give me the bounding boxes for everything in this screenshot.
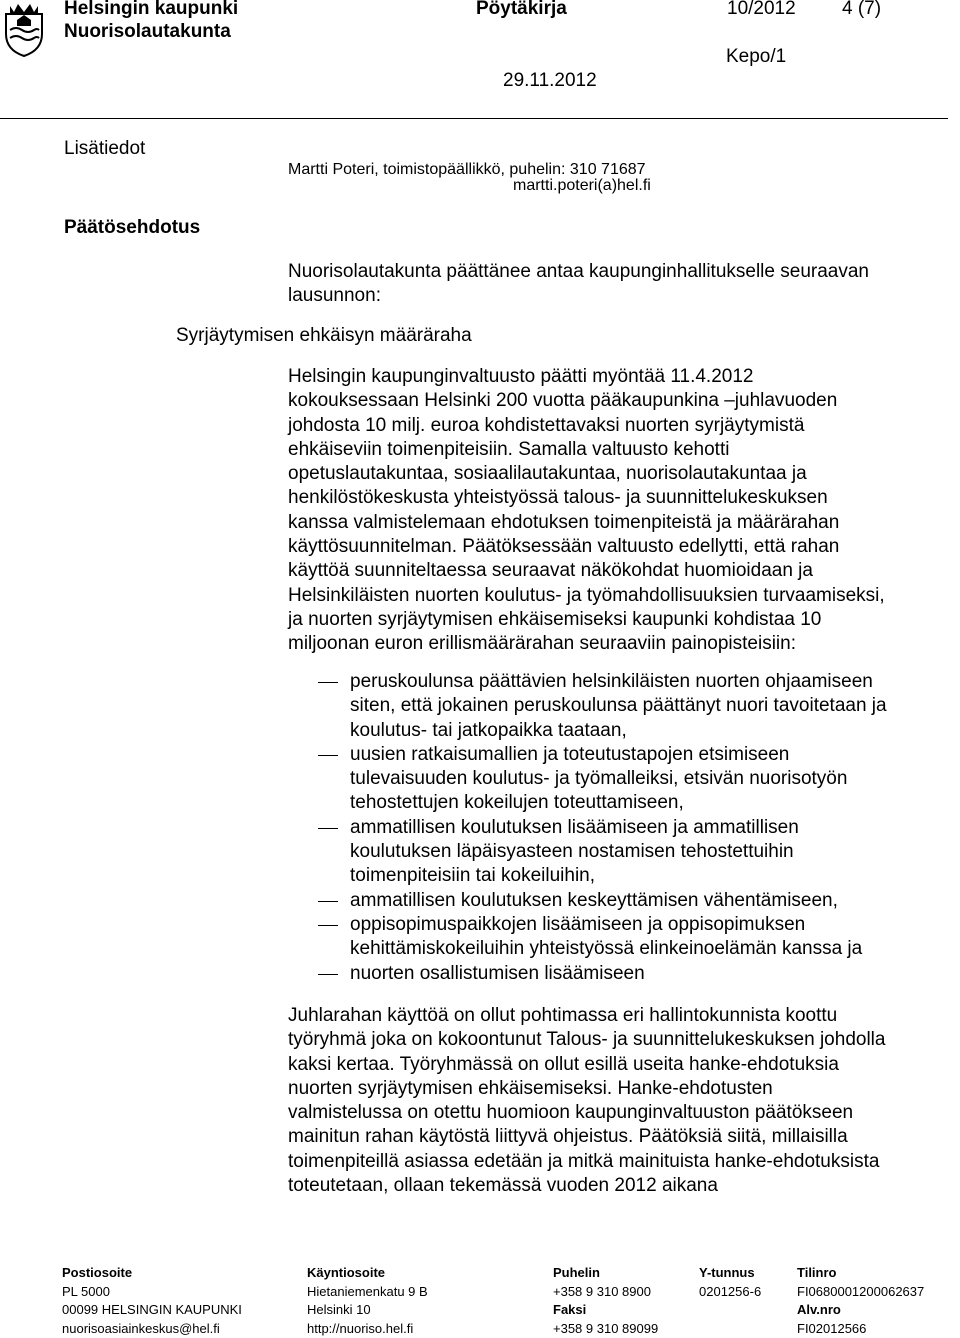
reference-code: Kepo/1	[726, 46, 786, 68]
footer-line: PL 5000	[62, 1283, 242, 1302]
footer-heading: Alv.nro	[797, 1301, 924, 1320]
dash-bullet-icon	[318, 925, 338, 926]
list-item: peruskoulunsa päättävien helsinkiläisten nuorten ohjaamiseen siten, että jokainen peruskoulunsa päättänyt nuori tavoitetaan ja koulutus- tai jatkopaikka taataan,	[288, 670, 948, 743]
document-date: 29.11.2012	[503, 70, 597, 92]
footer-line: 0201256-6	[699, 1283, 761, 1302]
contact-email: martti.poteri(a)hel.fi	[513, 177, 651, 195]
paragraph-1: Helsingin kaupunginvaltuusto päätti myöntää 11.4.2012 kokouksessaan Helsinki 200 vuotta pääkaupunkina –juhlavuoden johdosta 10 milj. euroa kohdistettavaksi nuorten syrjäytymistä ehkäiseviin toimenpiteisiin. Samalla valtuusto kehotti opetuslautakuntaa, sosiaalilautakuntaa, nuorisolautakuntaa ja henkilöstökeskusta yhteistyössä talous- ja suunnittelukeskuksen kanssa valmistelemaan ehdotuksen toimenpiteistä ja määrärahan käyttösuunnitelman. Päätöksessään valtuusto edellytti, että rahan käyttöä suunniteltaessa seuraavat näkökohdat huomioidaan ja Helsinkiläisten nuorten koulutus- ja työmahdollisuuksien turvaamiseksi, ja nuorten syrjäytymisen ehkäisemiseksi kaupunki kohdistaa 10 miljoonan euron erillismäärärahan seuraaviin painopisteisiin:	[288, 365, 948, 657]
footer-account	[797, 1264, 924, 1338]
footer-phone	[553, 1264, 658, 1338]
footer-postal	[62, 1264, 242, 1338]
footer-line: +358 9 310 8900	[553, 1283, 658, 1302]
footer-line: FI0680001200062637	[797, 1283, 924, 1302]
list-item: nuorten osallistumisen lisäämiseen	[288, 962, 948, 986]
list-item: uusien ratkaisumallien ja toteutustapojen etsimiseen tulevaisuuden koulutus- ja työmalleiksi, etsivän nuorisotyön tehostettujen kokeilujen toteuttamiseen,	[288, 743, 948, 816]
footer-heading: Y-tunnus	[699, 1264, 761, 1283]
footer-heading: Puhelin	[553, 1264, 658, 1283]
dash-bullet-icon	[318, 682, 338, 683]
section-subheading: Syrjäytymisen ehkäisyn määräraha	[176, 325, 472, 347]
dash-bullet-icon	[318, 901, 338, 902]
proposal-label: Päätösehdotus	[64, 217, 200, 239]
dash-bullet-icon	[318, 755, 338, 756]
info-label: Lisätiedot	[64, 138, 145, 160]
document-type: Pöytäkirja	[476, 0, 567, 20]
document-number: 10/2012	[727, 0, 796, 20]
footer-line: 00099 HELSINGIN KAUPUNKI	[62, 1301, 242, 1320]
footer-heading: Faksi	[553, 1301, 658, 1320]
paragraph-2: Juhlarahan käyttöä on ollut pohtimassa eri hallintokunnista koottu työryhmä joka on kokoontunut Talous- ja suunnittelukeskuksen johdolla kaksi kertaa. Työryhmässä on ollut esillä useita hanke-ehdotuksia nuorten syrjäytymisen ehkäisemiseksi. Hanke-ehdotusten valmistelussa on otettu huomioon kaupunginvaltuuston päätökseen mainitun rahan käytöstä liittyvä ohjeistus. Päätöksiä siitä, millaisilla toimenpiteillä asiassa edetään ja mitkä mainituista hanke-ehdotuksista toteutetaan, ollaan tekemässä vuoden 2012 aikana	[288, 1004, 948, 1198]
department-name: Nuorisolautakunta	[64, 21, 231, 43]
footer-line: FI02012566	[797, 1320, 924, 1338]
header-divider	[0, 118, 948, 119]
footer-line: Helsinki 10	[307, 1301, 428, 1320]
contact-name: Martti Poteri, toimistopäällikkö, puhelin: 310 71687	[288, 161, 646, 179]
footer-ytunnus	[699, 1264, 761, 1301]
list-item: ammatillisen koulutuksen lisäämiseen ja ammatillisen koulutuksen läpäisyasteen nostamisen tehostettuihin toimenpiteisiin tai kokeiluihin,	[288, 816, 948, 889]
helsinki-crest-logo	[0, 0, 48, 58]
footer-line: +358 9 310 89099	[553, 1320, 658, 1338]
footer-email: nuorisoasiainkeskus@hel.fi	[62, 1320, 242, 1338]
bullet-list	[288, 670, 948, 986]
footer-heading: Tilinro	[797, 1264, 924, 1283]
list-item: oppisopimuspaikkojen lisäämiseen ja oppisopimuksen kehittämiskokeiluihin yhteistyössä elinkeinoelämän kanssa ja	[288, 913, 948, 962]
list-item: ammatillisen koulutuksen keskeyttämisen vähentämiseen,	[288, 889, 948, 913]
footer-website: http://nuoriso.hel.fi	[307, 1320, 428, 1338]
footer-heading: Postiosoite	[62, 1264, 242, 1283]
dash-bullet-icon	[318, 828, 338, 829]
footer-line: Hietaniemenkatu 9 B	[307, 1283, 428, 1302]
dash-bullet-icon	[318, 974, 338, 975]
intro-text: Nuorisolautakunta päättänee antaa kaupunginhallitukselle seuraavan lausunnon:	[288, 260, 948, 309]
page-number: 4 (7)	[842, 0, 881, 20]
footer-heading: Käyntiosoite	[307, 1264, 428, 1283]
org-name: Helsingin kaupunki	[64, 0, 238, 20]
footer-visit	[307, 1264, 428, 1338]
